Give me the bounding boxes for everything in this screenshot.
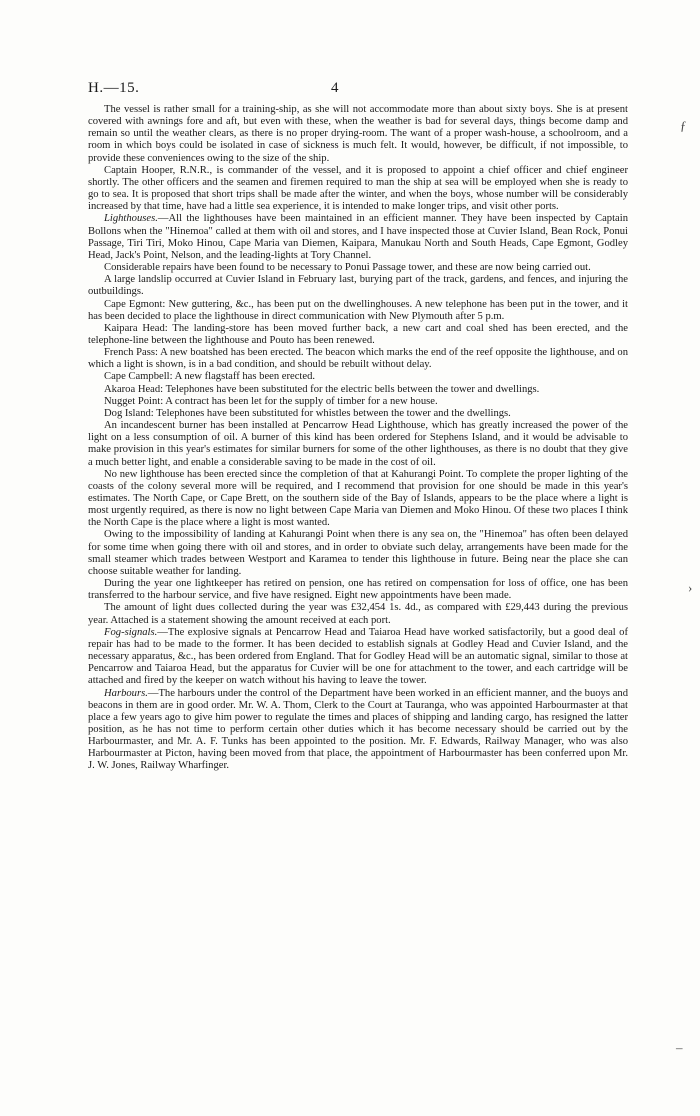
paragraph: A large landslip occurred at Cuvier Island in February last, burying part of the track, gardens, and fences, and injuring the outbuildings. [88, 274, 628, 298]
paragraph: Fog-signals.—The explosive signals at Pencarrow Head and Taiaroa Head have worked satisfactorily, but a good deal of repair has had to be made to the former. It has been decided to establish signals at Godley Head and Cuvier Island, and the necessary apparatus, &c., has been ordered from England. That for Godley Head will be an automatic signal, similar to those at Pencarrow and Taiaroa Head, but the apparatus for Cuvier will be one for attachment to the tower, and each cartridge will be attached and fired by the keeper on watch without his having to leave the tower. [88, 626, 628, 687]
document-reference: H.—15. [88, 80, 140, 96]
paragraph: Owing to the impossibility of landing at Kahurangi Point when there is any sea on, the "Hinemoa" has often been delayed for some time when going there with oil and stores, and in order to obviate such delay, arrangements have been made for the small steamer which trades between Westport and Karamea to tender this lighthouse in future. Being near the place she can choose suitable weather for landing. [88, 529, 628, 577]
section-heading: Lighthouses. [104, 213, 158, 225]
paragraph: Dog Island: Telephones have been substituted for whistles between the tower and the dwellings. [104, 407, 511, 419]
section-heading: Harbours. [104, 687, 148, 699]
body-text [88, 104, 628, 773]
margin-mark: – [676, 1040, 683, 1055]
paragraph: During the year one lightkeeper has retired on pension, one has retired on compensation for loss of office, one has been transferred to the harbour service, and five have resigned. Eight new appointments have been made. [88, 578, 628, 602]
paragraph: An incandescent burner has been installed at Pencarrow Head Lighthouse, which has greatly increased the power of the light on a less consumption of oil. A burner of this kind has been ordered for Stephens Island, and it would be advisable to make provision in this year's estimates for similar burners for some of the other lighthouses, as there is no doubt that they give a much better light, and enable a considerable saving to be made in the cost of oil. [88, 420, 628, 468]
margin-mark: ƒ [680, 118, 687, 133]
paragraph: The vessel is rather small for a training-ship, as she will not accommodate more than about sixty boys. She is at present covered with awnings fore and aft, but even with these, when the weather is bad for several days, things become damp and remain so until the weather clears, as there is no proper drying-room. The want of a proper wash-house, a schoolroom, and a room in which boys could be isolated in case of sickness is much felt. It would, however, be difficult, if not impossible, to provide these conveniences owing to the size of the ship. [88, 104, 628, 164]
page-header [88, 80, 628, 100]
paragraph: Considerable repairs have been found to be necessary to Ponui Passage tower, and these are now being carried out. [104, 262, 591, 274]
paragraph: Kaipara Head: The landing-store has been moved further back, a new cart and coal shed has been erected, and the telephone-line between the lighthouse and Pouto has been renewed. [88, 322, 628, 346]
paragraph: Nugget Point: A contract has been let for the supply of timber for a new house. [104, 395, 438, 407]
paragraph: Cape Campbell: A new flagstaff has been erected. [104, 371, 316, 383]
paragraph: Cape Egmont: New guttering, &c., has been put on the dwellinghouses. A new telephone has been put in the tower, and it has been decided to place the lighthouse in direct communication with New Plymouth after 5 p.m. [88, 298, 628, 322]
paragraph: French Pass: A new boatshed has been erected. The beacon which marks the end of the reef opposite the lighthouse, and on which a light is shown, is in a bad condition, and should be rebuilt without delay. [88, 347, 628, 371]
paragraph: Captain Hooper, R.N.R., is commander of the vessel, and it is proposed to appoint a chief officer and chief engineer shortly. The other officers and the seamen and firemen required to man the ship at sea will be employed when she is ready to go to sea. It is proposed that short trips shall be made after the winter, and when the boys, whose number will be considerably increased by that time, have had a little sea experience, it is intended to make longer trips, and visit other ports. [88, 164, 628, 213]
paragraph: No new lighthouse has been erected since the completion of that at Kahurangi Point. To complete the proper lighting of the coasts of the colony several more will be required, and I recommend that provision for one should be made in this year's estimates. The North Cape, or Cape Brett, on the southern side of the Bay of Islands, appears to be the place where a light is most urgently required, as there is now no light between Cape Maria van Diemen and Moko Hinou. Of these two places I think the North Cape is the place where a light is most wanted. [88, 468, 628, 529]
margin-mark: › [688, 580, 693, 595]
paragraph: Lighthouses.—All the lighthouses have been maintained in an efficient manner. They have been inspected by Captain Bollons when the "Hinemoa" called at them with oil and stores, and I have inspected those at Cuvier Island, Bean Rock, Ponui Passage, Tiri Tiri, Moko Hinou, Cape Maria van Diemen, Kaipara, Manukau North and South Heads, Cape Egmont, Godley Head, Jack's Point, Nelson, and the leading-lights at Tory Channel. [88, 213, 628, 261]
paragraph: Harbours.—The harbours under the control of the Department have been worked in an efficient manner, and the buoys and beacons in them are in good order. Mr. W. A. Thom, Clerk to the Court at Tauranga, who was appointed Harbourmaster at that place a few years ago to give him power to regulate the times and places of shipping and landing cargo, has resigned the latter position, as he has not time to perform certain other duties which it has become necessary should be carried out by the Harbourmaster, and Mr. A. F. Tunks has been appointed to the position. Mr. F. Edwards, Railway Manager, who was also Harbourmaster at Picton, having been moved from that place, the appointment of Harbourmaster has been conferred upon Mr. J. W. Jones, Railway Wharfinger. [88, 687, 628, 772]
section-heading: Fog-signals. [104, 626, 158, 638]
page-number: 4 [331, 80, 339, 96]
paragraph: The amount of light dues collected during the year was £32,454 1s. 4d., as compared with £29,443 during the previous year. Attached is a statement showing the amount received at each port. [88, 602, 628, 626]
paragraph: Akaroa Head: Telephones have been substituted for the electric bells between the tower and dwellings. [104, 383, 540, 395]
